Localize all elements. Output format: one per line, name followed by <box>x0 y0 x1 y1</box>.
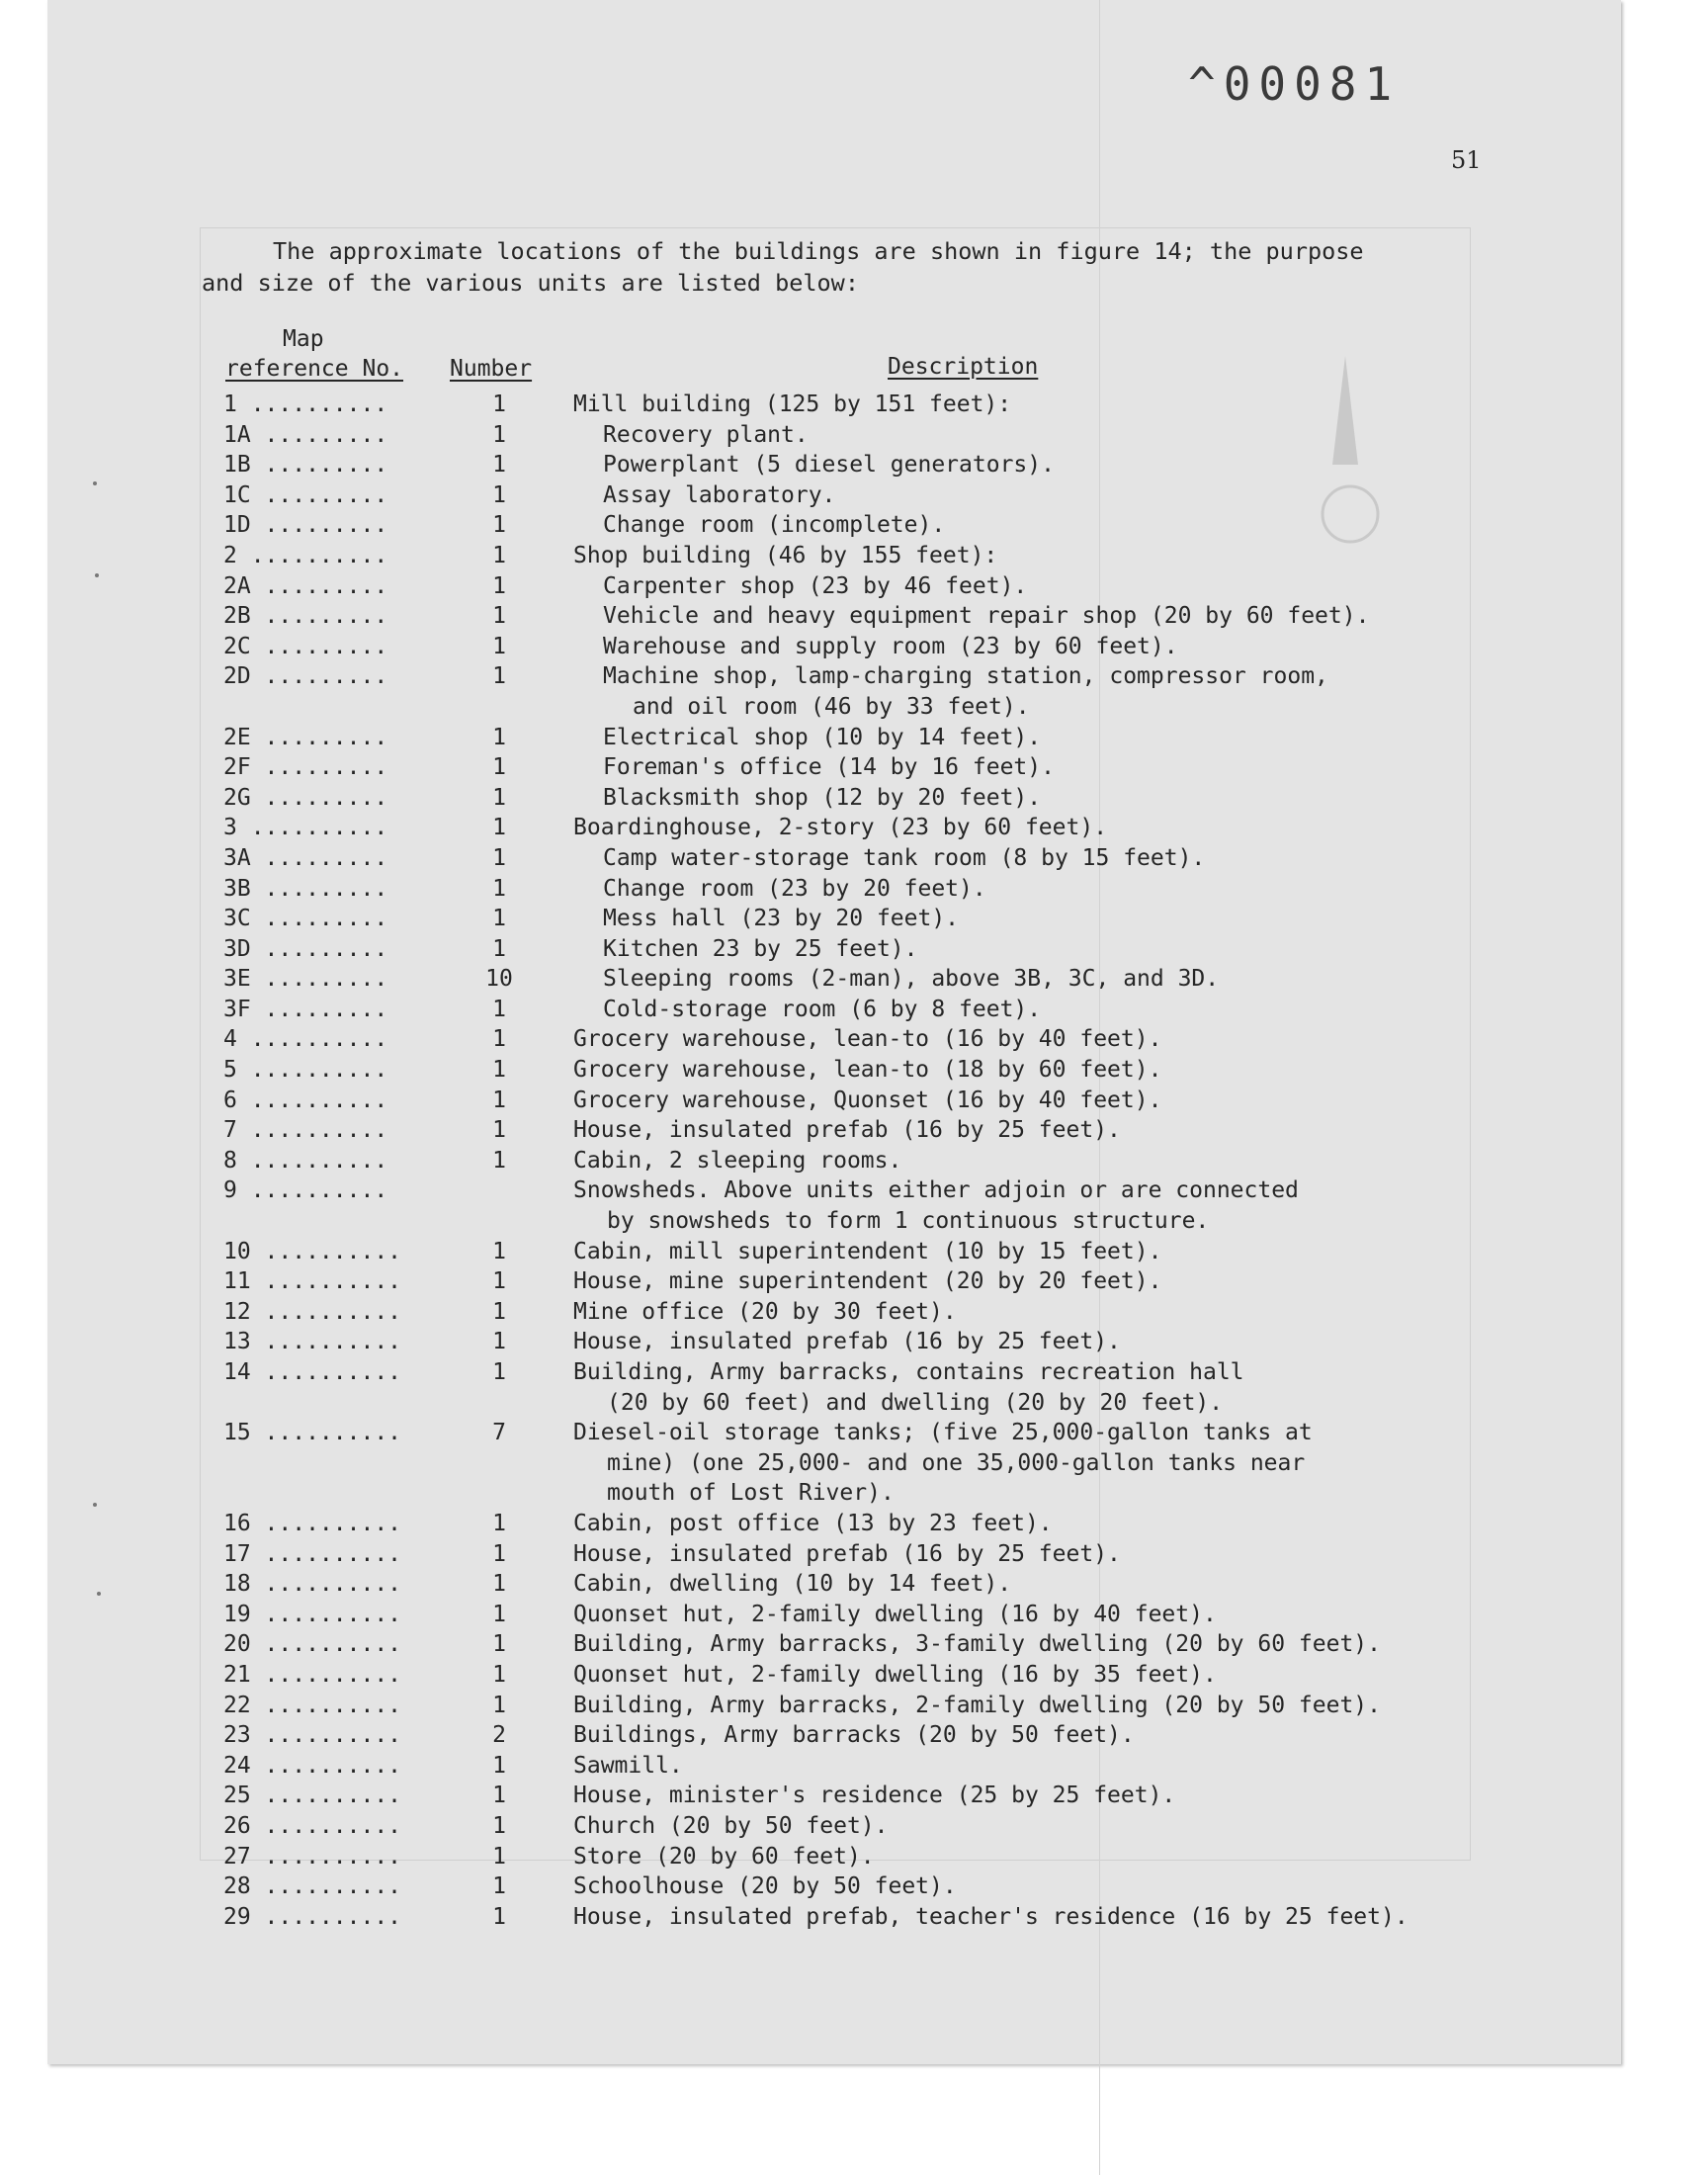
description-line: Warehouse and supply room (23 by 60 feet). <box>603 633 1178 659</box>
list-item <box>0 843 1708 874</box>
list-item <box>0 1024 1708 1055</box>
list-item <box>0 904 1708 934</box>
header-number: Number <box>450 356 533 382</box>
description <box>603 510 1552 541</box>
description-line: Kitchen 23 by 25 feet). <box>603 935 918 962</box>
description-line: Assay laboratory. <box>603 481 836 508</box>
unit-count: 1 <box>492 1812 506 1839</box>
list-item <box>0 1266 1708 1297</box>
list-item <box>0 632 1708 662</box>
map-reference: 16 .......... <box>223 1510 402 1536</box>
description <box>573 1842 1522 1872</box>
map-reference: 8 .......... <box>223 1147 388 1174</box>
list-item <box>0 1237 1708 1267</box>
unit-count: 1 <box>492 754 506 781</box>
list-item <box>0 1629 1708 1660</box>
description-line: House, insulated prefab (16 by 25 feet). <box>573 1329 1121 1355</box>
description <box>603 723 1552 753</box>
description-line: House, insulated prefab (16 by 25 feet). <box>573 1117 1121 1144</box>
unit-count: 1 <box>492 392 506 417</box>
description-line: Schoolhouse (20 by 50 feet). <box>573 1873 957 1900</box>
unit-count: 1 <box>492 935 506 962</box>
description <box>573 1146 1522 1176</box>
description-line: by snowsheds to form 1 continuous structure. <box>607 1208 1210 1235</box>
list-item <box>0 390 1708 420</box>
description <box>603 752 1552 783</box>
map-reference: 15 .......... <box>223 1420 402 1446</box>
description-line: Mine office (20 by 30 feet). <box>573 1298 957 1325</box>
list-item <box>0 1600 1708 1630</box>
list-item <box>0 510 1708 541</box>
list-item <box>0 601 1708 632</box>
list-item <box>0 661 1708 722</box>
map-reference: 10 .......... <box>223 1238 402 1264</box>
description-line: Quonset hut, 2-family dwelling (16 by 35 feet). <box>573 1661 1217 1688</box>
map-reference: 2D ......... <box>223 663 388 690</box>
map-reference: 12 .......... <box>223 1298 402 1325</box>
description <box>603 661 1552 722</box>
description <box>573 813 1522 843</box>
description <box>603 571 1552 602</box>
unit-count: 1 <box>492 1268 506 1295</box>
unit-count: 1 <box>492 996 506 1022</box>
description <box>573 1357 1522 1418</box>
map-reference: 4 .......... <box>223 1026 388 1053</box>
list-item <box>0 1720 1708 1751</box>
description <box>573 1871 1522 1902</box>
map-reference: 2E ......... <box>223 724 388 750</box>
description <box>603 843 1552 874</box>
map-reference: 18 .......... <box>223 1571 402 1598</box>
description <box>603 480 1552 511</box>
description-line: Cabin, post office (13 by 23 feet). <box>573 1510 1053 1536</box>
map-reference: 1 .......... <box>223 392 388 417</box>
description-line: Blacksmith shop (12 by 20 feet). <box>603 784 1042 811</box>
list-item <box>0 1297 1708 1328</box>
description-line: Recovery plant. <box>603 421 809 448</box>
description-line: Cold-storage room (6 by 8 feet). <box>603 996 1042 1022</box>
unit-count: 1 <box>492 1117 506 1144</box>
description-line: mouth of Lost River). <box>607 1480 895 1507</box>
unit-count: 2 <box>492 1722 506 1749</box>
map-reference: 27 .......... <box>223 1843 402 1870</box>
description-line: Carpenter shop (23 by 46 feet). <box>603 572 1028 599</box>
map-reference: 2B ......... <box>223 603 388 630</box>
unit-count: 1 <box>492 1843 506 1870</box>
unit-count: 1 <box>492 1359 506 1385</box>
description <box>603 934 1552 965</box>
page-number: 51 <box>1451 146 1482 174</box>
unit-count: 1 <box>492 663 506 690</box>
list-item <box>0 874 1708 905</box>
unit-count: 1 <box>492 1057 506 1084</box>
description <box>603 632 1552 662</box>
map-reference: 26 .......... <box>223 1812 402 1839</box>
map-reference: 2A ......... <box>223 572 388 599</box>
description <box>573 1055 1522 1086</box>
description-line: Shop building (46 by 155 feet): <box>573 542 998 568</box>
unit-count: 1 <box>492 1026 506 1053</box>
description <box>573 1751 1522 1782</box>
unit-count: 1 <box>492 815 506 841</box>
unit-count: 1 <box>492 452 506 478</box>
map-reference: 22 .......... <box>223 1692 402 1718</box>
header-description: Description <box>888 354 1039 380</box>
list-item <box>0 1509 1708 1539</box>
description-line: Diesel-oil storage tanks; (five 25,000-gallon tanks at <box>573 1420 1313 1446</box>
description-line: House, mine superintendent (20 by 20 feet). <box>573 1268 1162 1295</box>
map-reference: 11 .......... <box>223 1268 402 1295</box>
map-reference: 2F ......... <box>223 754 388 781</box>
description-line: Vehicle and heavy equipment repair shop (20 by 60 feet). <box>603 603 1370 630</box>
intro-line: and size of the various units are listed below: <box>202 269 859 297</box>
map-reference: 13 .......... <box>223 1329 402 1355</box>
description <box>573 1024 1522 1055</box>
description <box>573 1418 1522 1509</box>
unit-count: 1 <box>492 572 506 599</box>
description <box>573 1086 1522 1116</box>
description <box>573 1629 1522 1660</box>
description <box>573 1600 1522 1630</box>
list-item <box>0 1115 1708 1146</box>
description <box>603 420 1552 451</box>
description <box>573 1781 1522 1811</box>
description-line: Quonset hut, 2-family dwelling (16 by 40 feet). <box>573 1601 1217 1627</box>
unit-count: 1 <box>492 1903 506 1930</box>
description <box>573 1237 1522 1267</box>
map-reference: 3D ......... <box>223 935 388 962</box>
description <box>573 1811 1522 1842</box>
description <box>573 1297 1522 1328</box>
unit-count: 1 <box>492 1540 506 1567</box>
unit-count: 1 <box>492 906 506 932</box>
unit-count: 1 <box>492 1661 506 1688</box>
description <box>573 1902 1522 1933</box>
unit-count: 1 <box>492 512 506 539</box>
list-item <box>0 1146 1708 1176</box>
header-map-reference: reference No. <box>225 356 404 382</box>
description <box>603 450 1552 480</box>
unit-count: 1 <box>492 603 506 630</box>
description-line: Sawmill. <box>573 1752 683 1779</box>
description-line: Foreman's office (14 by 16 feet). <box>603 754 1055 781</box>
description-line: Electrical shop (10 by 14 feet). <box>603 724 1042 750</box>
list-item <box>0 1539 1708 1570</box>
description <box>603 964 1552 995</box>
list-item <box>0 1086 1708 1116</box>
list-item <box>0 813 1708 843</box>
list-item <box>0 1781 1708 1811</box>
description <box>573 1115 1522 1146</box>
description-line: Church (20 by 50 feet). <box>573 1812 889 1839</box>
intro-line: The approximate locations of the buildings are shown in figure 14; the purpose <box>273 237 1364 265</box>
description <box>573 1720 1522 1751</box>
unit-count: 10 <box>485 966 513 993</box>
list-item <box>0 1842 1708 1872</box>
unit-count: 1 <box>492 1631 506 1658</box>
map-reference: 1D ......... <box>223 512 388 539</box>
description-line: mine) (one 25,000- and one 35,000-gallon tanks near <box>607 1449 1306 1476</box>
description <box>573 1569 1522 1600</box>
description-line: Machine shop, lamp-charging station, compressor room, <box>603 663 1328 690</box>
unit-count: 1 <box>492 1601 506 1627</box>
list-item <box>0 1357 1708 1418</box>
unit-count: 1 <box>492 1298 506 1325</box>
description-line: Mess hall (23 by 20 feet). <box>603 906 960 932</box>
map-reference: 1C ......... <box>223 481 388 508</box>
list-item <box>0 995 1708 1025</box>
map-reference: 14 .......... <box>223 1359 402 1385</box>
unit-count: 1 <box>492 1692 506 1718</box>
description <box>603 874 1552 905</box>
map-reference: 3F ......... <box>223 996 388 1022</box>
map-reference: 3B ......... <box>223 875 388 902</box>
map-reference: 1B ......... <box>223 452 388 478</box>
description <box>573 1266 1522 1297</box>
description <box>573 1660 1522 1691</box>
description-line: Mill building (125 by 151 feet): <box>573 392 1012 417</box>
description <box>573 390 1522 420</box>
list-item <box>0 1751 1708 1782</box>
unit-count: 1 <box>492 1752 506 1779</box>
map-reference: 9 .......... <box>223 1177 388 1204</box>
list-item <box>0 1327 1708 1357</box>
unit-count: 1 <box>492 875 506 902</box>
map-reference: 3E ......... <box>223 966 388 993</box>
map-reference: 5 .......... <box>223 1057 388 1084</box>
unit-count: 1 <box>492 542 506 568</box>
list-item <box>0 420 1708 451</box>
list-item <box>0 1902 1708 1933</box>
description-line: Cabin, dwelling (10 by 14 feet). <box>573 1571 1012 1598</box>
unit-count: 1 <box>492 1873 506 1900</box>
description-line: Grocery warehouse, lean-to (18 by 60 feet). <box>573 1057 1162 1084</box>
list-item <box>0 964 1708 995</box>
description-line: House, insulated prefab (16 by 25 feet). <box>573 1540 1121 1567</box>
description-line: Building, Army barracks, contains recreation hall <box>573 1359 1244 1385</box>
description-line: Sleeping rooms (2-man), above 3B, 3C, and 3D. <box>603 966 1220 993</box>
description-line: Grocery warehouse, Quonset (16 by 40 feet). <box>573 1087 1162 1113</box>
unit-count: 1 <box>492 844 506 871</box>
map-reference: 23 .......... <box>223 1722 402 1749</box>
description <box>573 1175 1522 1236</box>
unit-count: 1 <box>492 1238 506 1264</box>
unit-count: 1 <box>492 481 506 508</box>
map-reference: 1A ......... <box>223 421 388 448</box>
list-item <box>0 1418 1708 1509</box>
list-item <box>0 1175 1708 1236</box>
description-line: Change room (incomplete). <box>603 512 946 539</box>
description-line: Building, Army barracks, 3-family dwelling (20 by 60 feet). <box>573 1631 1381 1658</box>
list-item <box>0 934 1708 965</box>
description <box>603 904 1552 934</box>
description-line: Camp water-storage tank room (8 by 15 feet). <box>603 844 1206 871</box>
list-item <box>0 571 1708 602</box>
description-line: Powerplant (5 diesel generators). <box>603 452 1055 478</box>
list-item <box>0 1691 1708 1721</box>
list-item <box>0 1569 1708 1600</box>
list-item <box>0 480 1708 511</box>
list-item <box>0 1055 1708 1086</box>
description-line: House, insulated prefab, teacher's residence (16 by 25 feet). <box>573 1903 1409 1930</box>
map-reference: 2C ......... <box>223 633 388 659</box>
description <box>573 541 1522 571</box>
description-line: and oil room (46 by 33 feet). <box>633 693 1030 720</box>
unit-count: 1 <box>492 1147 506 1174</box>
description <box>603 601 1552 632</box>
description-line: Store (20 by 60 feet). <box>573 1843 875 1870</box>
unit-count: 1 <box>492 633 506 659</box>
description-line: Building, Army barracks, 2-family dwelling (20 by 50 feet). <box>573 1692 1381 1718</box>
list-item <box>0 752 1708 783</box>
description <box>573 1691 1522 1721</box>
unit-count: 1 <box>492 1329 506 1355</box>
description <box>573 1509 1522 1539</box>
description-line: Cabin, 2 sleeping rooms. <box>573 1147 902 1174</box>
map-reference: 3A ......... <box>223 844 388 871</box>
list-item <box>0 723 1708 753</box>
list-item <box>0 541 1708 571</box>
map-reference: 2G ......... <box>223 784 388 811</box>
map-reference: 6 .......... <box>223 1087 388 1113</box>
map-reference: 28 .......... <box>223 1873 402 1900</box>
description-line: Buildings, Army barracks (20 by 50 feet). <box>573 1722 1135 1749</box>
description <box>603 995 1552 1025</box>
list-item <box>0 1660 1708 1691</box>
map-reference: 3C ......... <box>223 906 388 932</box>
unit-count: 1 <box>492 784 506 811</box>
map-reference: 19 .......... <box>223 1601 402 1627</box>
map-reference: 25 .......... <box>223 1783 402 1809</box>
description-line: Change room (23 by 20 feet). <box>603 875 986 902</box>
description-line: Boardinghouse, 2-story (23 by 60 feet). <box>573 815 1108 841</box>
document-stamp-number: ^00081 <box>1188 57 1401 111</box>
unit-count: 1 <box>492 1571 506 1598</box>
unit-count: 1 <box>492 1783 506 1809</box>
map-reference: 3 .......... <box>223 815 388 841</box>
description-line: (20 by 60 feet) and dwelling (20 by 20 feet). <box>607 1389 1224 1416</box>
list-item <box>0 1871 1708 1902</box>
unit-count: 1 <box>492 421 506 448</box>
description <box>603 783 1552 814</box>
building-list <box>0 390 1708 1932</box>
description-line: Snowsheds. Above units either adjoin or are connected <box>573 1177 1299 1204</box>
description-line: House, minister's residence (25 by 25 feet). <box>573 1783 1176 1809</box>
description-line: Cabin, mill superintendent (10 by 15 feet). <box>573 1238 1162 1264</box>
description <box>573 1327 1522 1357</box>
map-reference: 20 .......... <box>223 1631 402 1658</box>
list-item <box>0 1811 1708 1842</box>
description-line: Grocery warehouse, lean-to (16 by 40 feet). <box>573 1026 1162 1053</box>
description <box>573 1539 1522 1570</box>
header-map: Map <box>283 326 324 352</box>
map-reference: 2 .......... <box>223 542 388 568</box>
unit-count: 1 <box>492 724 506 750</box>
map-reference: 21 .......... <box>223 1661 402 1688</box>
map-reference: 17 .......... <box>223 1540 402 1567</box>
unit-count: 1 <box>492 1510 506 1536</box>
map-reference: 24 .......... <box>223 1752 402 1779</box>
list-item <box>0 783 1708 814</box>
unit-count: 1 <box>492 1087 506 1113</box>
unit-count: 7 <box>492 1420 506 1446</box>
map-reference: 29 .......... <box>223 1903 402 1930</box>
intro-paragraph <box>202 235 1477 299</box>
map-reference: 7 .......... <box>223 1117 388 1144</box>
list-item <box>0 450 1708 480</box>
